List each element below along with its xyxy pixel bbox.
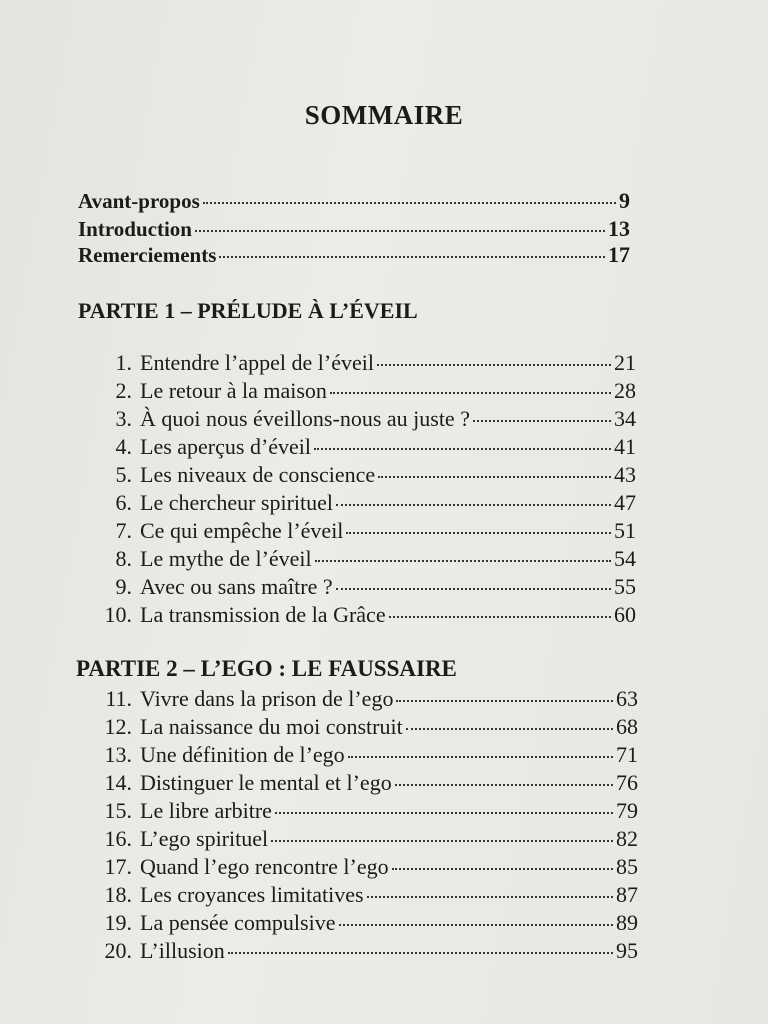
chapter-page: 21 xyxy=(614,350,636,375)
dot-leader xyxy=(392,868,613,870)
chapter-number: 2. xyxy=(115,378,132,403)
chapter-number: 16. xyxy=(104,826,132,851)
toc-entry-chapter xyxy=(104,686,638,712)
chapter-number: 9. xyxy=(115,574,132,599)
chapter-page: 85 xyxy=(616,854,638,879)
chapter-title: Le mythe de l’éveil xyxy=(140,546,312,571)
chapter-title: La transmission de la Grâce xyxy=(140,602,386,627)
chapter-title: Les niveaux de conscience xyxy=(140,462,376,487)
entry-page: 17 xyxy=(608,242,630,267)
chapter-number: 19. xyxy=(104,910,132,935)
toc-entry-front xyxy=(78,242,630,268)
chapter-page: 34 xyxy=(614,406,636,431)
dot-leader xyxy=(228,952,613,954)
dot-leader xyxy=(219,256,605,258)
dot-leader xyxy=(348,756,613,758)
chapter-page: 87 xyxy=(616,882,638,907)
chapter-title: L’ego spirituel xyxy=(140,826,269,851)
entry-page: 9 xyxy=(619,188,630,213)
dot-leader xyxy=(203,202,616,204)
toc-entry-chapter xyxy=(104,574,636,600)
chapter-number: 3. xyxy=(115,406,132,431)
entry-label: Avant-propos xyxy=(78,189,200,213)
toc-entry-chapter xyxy=(104,378,636,404)
chapter-number: 18. xyxy=(104,882,132,907)
chapter-number: 5. xyxy=(115,462,132,487)
chapter-title: Entendre l’appel de l’éveil xyxy=(140,350,374,375)
part-heading: PARTIE 1 – PRÉLUDE À L’ÉVEIL xyxy=(78,298,418,323)
chapter-number: 4. xyxy=(115,434,132,459)
chapter-title: Avec ou sans maître ? xyxy=(140,574,333,599)
chapter-title: Les aperçus d’éveil xyxy=(140,434,312,459)
dot-leader xyxy=(396,700,613,702)
chapter-title: L’illusion xyxy=(140,938,225,963)
chapter-number: 10. xyxy=(104,602,132,627)
toc-entry-chapter xyxy=(104,910,638,936)
chapter-number: 1. xyxy=(115,350,132,375)
toc-entry-front xyxy=(78,216,630,242)
chapter-page: 95 xyxy=(616,938,638,963)
dot-leader xyxy=(395,784,613,786)
chapter-title: Ce qui empêche l’éveil xyxy=(140,518,344,543)
chapter-number: 15. xyxy=(104,798,132,823)
chapter-page: 82 xyxy=(616,826,638,851)
dot-leader xyxy=(315,560,611,562)
dot-leader xyxy=(314,448,611,450)
chapter-number: 17. xyxy=(104,854,132,879)
dot-leader xyxy=(275,812,613,814)
chapter-page: 71 xyxy=(616,742,638,767)
chapter-number: 8. xyxy=(115,546,132,571)
chapter-page: 89 xyxy=(616,910,638,935)
chapter-title: Vivre dans la prison de l’ego xyxy=(140,686,394,711)
page-title: SOMMAIRE xyxy=(304,100,464,130)
entry-label: Introduction xyxy=(78,217,192,241)
toc-entry-chapter xyxy=(104,938,638,964)
dot-leader xyxy=(271,840,613,842)
toc-entry-chapter xyxy=(104,406,636,432)
chapter-page: 63 xyxy=(616,686,638,711)
chapter-page: 54 xyxy=(614,546,636,571)
dot-leader xyxy=(367,896,613,898)
chapter-page: 47 xyxy=(614,490,636,515)
toc-entry-chapter xyxy=(104,490,636,516)
dot-leader xyxy=(330,392,611,394)
chapter-title: Les croyances limitatives xyxy=(140,882,364,907)
chapter-page: 55 xyxy=(614,574,636,599)
toc-entry-chapter xyxy=(104,714,638,740)
toc-entry-chapter xyxy=(104,462,636,488)
chapter-page: 41 xyxy=(614,434,636,459)
chapter-page: 79 xyxy=(616,798,638,823)
chapter-title: La naissance du moi construit xyxy=(140,714,403,739)
dot-leader xyxy=(406,728,613,730)
dot-leader xyxy=(473,420,611,422)
dot-leader xyxy=(346,532,611,534)
chapter-page: 43 xyxy=(614,462,636,487)
chapter-title: Le libre arbitre xyxy=(140,798,272,823)
dot-leader xyxy=(378,476,611,478)
toc-entry-chapter xyxy=(104,798,638,824)
part-heading: PARTIE 2 – L’EGO : LE FAUSSAIRE xyxy=(76,656,457,681)
dot-leader xyxy=(336,504,611,506)
chapter-page: 28 xyxy=(614,378,636,403)
toc-entry-chapter xyxy=(104,434,636,460)
chapter-number: 12. xyxy=(104,714,132,739)
chapter-page: 68 xyxy=(616,714,638,739)
dot-leader xyxy=(377,364,611,366)
chapter-number: 14. xyxy=(104,770,132,795)
chapter-title: Distinguer le mental et l’ego xyxy=(140,770,392,795)
toc-entry-front xyxy=(78,188,630,214)
dot-leader xyxy=(195,230,605,232)
chapter-title: Une définition de l’ego xyxy=(140,742,345,767)
chapter-number: 6. xyxy=(115,490,132,515)
dot-leader xyxy=(389,616,611,618)
chapter-number: 13. xyxy=(104,742,132,767)
chapter-title: Quand l’ego rencontre l’ego xyxy=(140,854,389,879)
entry-label: Remerciements xyxy=(78,243,217,267)
chapter-number: 11. xyxy=(105,686,132,711)
chapter-page: 60 xyxy=(614,602,636,627)
toc-entry-chapter xyxy=(104,854,638,880)
toc-entry-chapter xyxy=(104,546,636,572)
dot-leader xyxy=(339,924,614,926)
chapter-title: Le retour à la maison xyxy=(140,378,327,403)
toc-entry-chapter xyxy=(104,770,638,796)
chapter-title: Le chercheur spirituel xyxy=(140,490,334,515)
toc-entry-chapter xyxy=(104,882,638,908)
toc-entry-chapter xyxy=(104,826,638,852)
toc-entry-chapter xyxy=(104,350,636,376)
toc-entry-chapter xyxy=(104,602,636,628)
chapter-title: À quoi nous éveillons-nous au juste ? xyxy=(140,406,470,431)
toc-entry-chapter xyxy=(104,518,636,544)
chapter-number: 7. xyxy=(115,518,132,543)
chapter-page: 51 xyxy=(614,518,636,543)
toc-entry-chapter xyxy=(104,742,638,768)
dot-leader xyxy=(336,588,611,590)
chapter-number: 20. xyxy=(104,938,132,963)
entry-page: 13 xyxy=(608,216,630,241)
chapter-title: La pensée compulsive xyxy=(140,910,336,935)
chapter-page: 76 xyxy=(616,770,638,795)
